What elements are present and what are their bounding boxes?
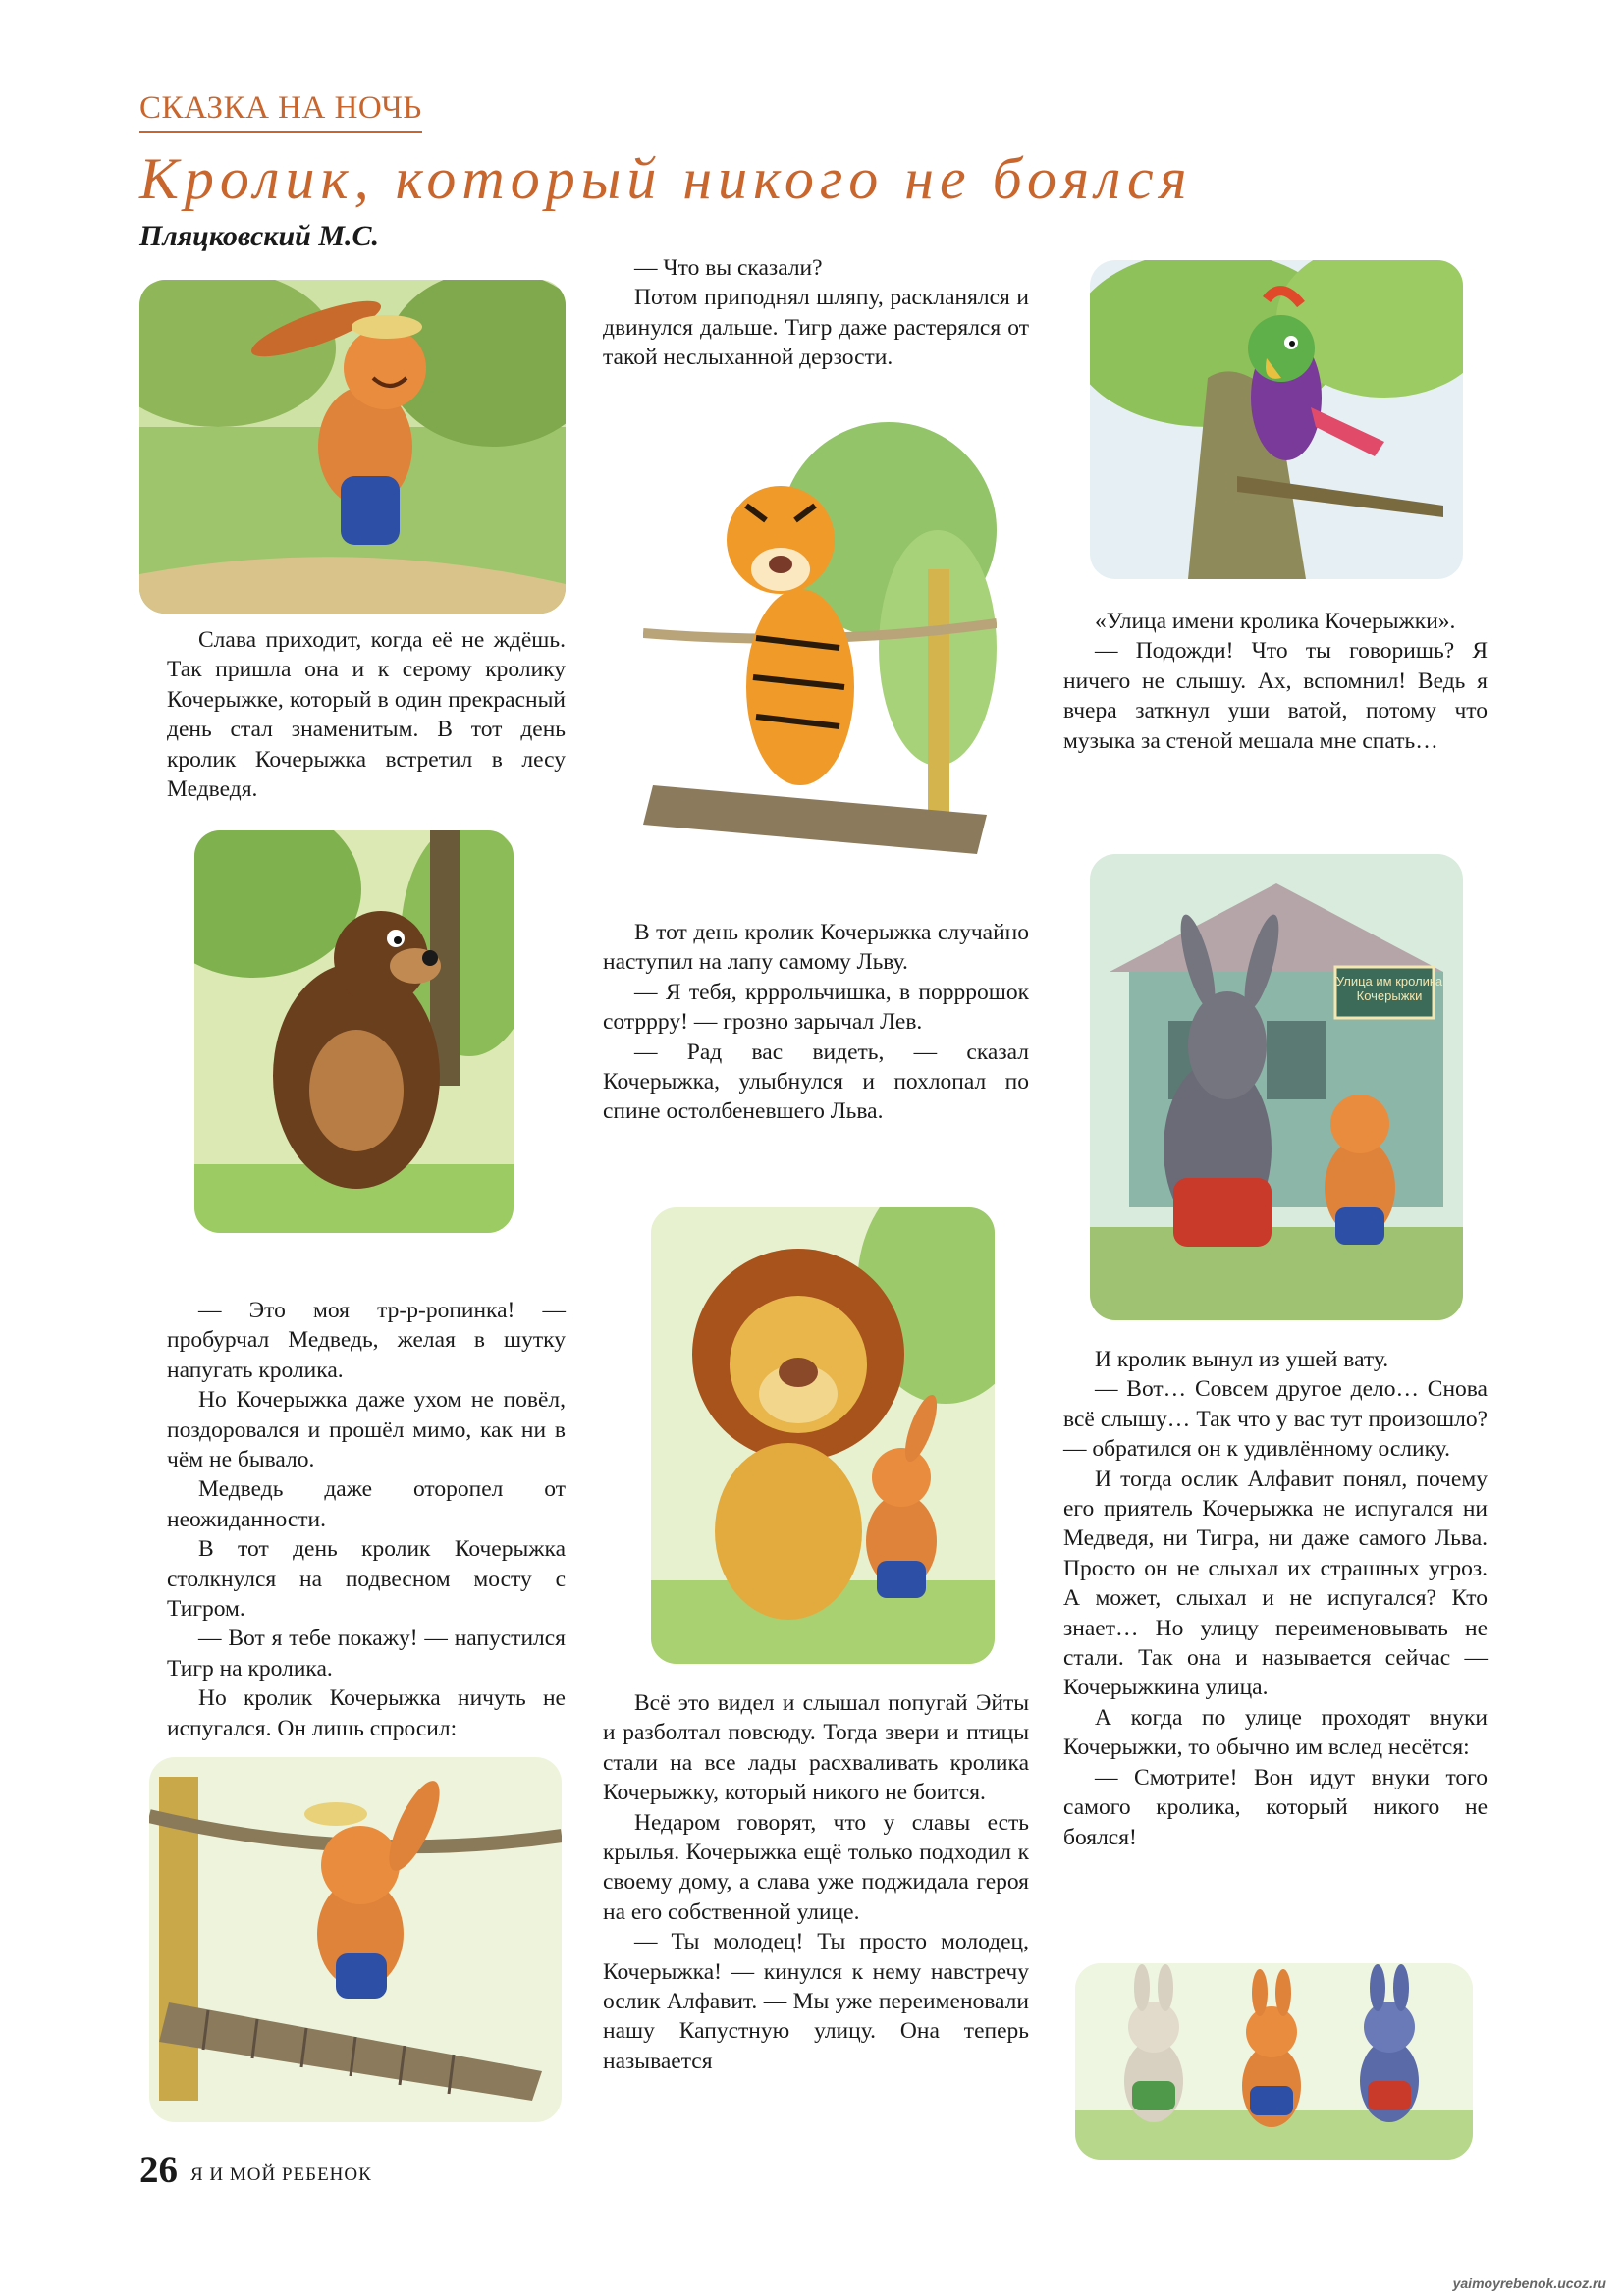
- paragraph: В тот день кролик Кочерыжка столкнулся на подвесном мосту с Тигром.: [167, 1536, 566, 1623]
- paragraph: — Вот… Совсем другое дело… Снова всё слышу… Так что у вас тут произошло? — обратился он к удивлённому ослику.: [1063, 1376, 1488, 1463]
- paragraph: — Ты молодец! Ты просто молодец, Кочерыжка! — кинулся к нему навстречу ослик Алфавит. — Мы уже переименовали нашу Капустную улицу. Она теперь называется: [603, 1929, 1029, 2074]
- section-heading: СКАЗКА НА НОЧЬ: [139, 90, 422, 133]
- rabbit-on-rope-bridge-illustration: [149, 1757, 562, 2122]
- paragraph: И кролик вынул из ушей вату.: [1095, 1347, 1389, 1372]
- text-block: [1063, 1345, 1488, 1852]
- rabbit-walking-illustration: [139, 280, 566, 614]
- text-block: [167, 625, 566, 804]
- paragraph: «Улица имени кролика Кочерыжки».: [1095, 609, 1456, 634]
- bear-illustration: [194, 830, 514, 1233]
- author-name: Пляцковский М.С.: [139, 220, 380, 252]
- paragraph: — Рад вас видеть, — сказал Кочерыжка, улыбнулся и похлопал по спине остолбеневшего Льва.: [603, 1039, 1029, 1125]
- lion-and-rabbit-illustration: [651, 1207, 995, 1664]
- watermark: yaimoyrebenok.ucoz.ru: [1452, 2275, 1606, 2291]
- paragraph: — Я тебя, крррольчишка, в порррошок сотррру! — грозно зарычал Лев.: [603, 979, 1029, 1036]
- text-block: [603, 918, 1029, 1127]
- text-block: [603, 1688, 1029, 2076]
- parrot-in-tree-illustration: [1090, 260, 1463, 579]
- tiger-on-rope-bridge-illustration: [643, 422, 997, 879]
- paragraph: В тот день кролик Кочерыжка случайно наступил на лапу самому Льву.: [603, 920, 1029, 976]
- paragraph: Медведь даже оторопел от неожиданности.: [167, 1476, 566, 1532]
- paragraph: — Вот я тебе покажу! — напустился Тигр на кролика.: [167, 1626, 566, 1682]
- paragraph: — Что вы сказали?: [634, 255, 823, 281]
- magazine-name: Я И МОЙ РЕБЕНОК: [190, 2164, 372, 2185]
- paragraph: — Подожди! Что ты говоришь? Я ничего не слышу. Ах, вспомнил! Ведь я вчера заткнул уши ватой, потому что музыка за стеной мешала мне спать…: [1063, 638, 1488, 754]
- paragraph: — Смотрите! Вон идут внуки того самого кролика, который никого не боялся!: [1063, 1764, 1488, 1850]
- paragraph: А когда по улице проходят внуки Кочерыжки, то обычно им вслед несётся:: [1063, 1704, 1488, 1761]
- paragraph: Недаром говорят, что у славы есть крылья. Кочерыжка ещё только подходил к своему дому, а слава уже поджидала героя на его собственной улице.: [603, 1809, 1029, 1925]
- paragraph: Всё это видел и слышал попугай Эйты и разболтал повсюду. Тогда звери и птицы стали на все лады расхваливать кролика Кочерыжку, который никого не боится.: [603, 1690, 1029, 1806]
- street-sign-text: Улица им кролика Кочерыжки: [1335, 974, 1443, 1003]
- text-block: [167, 1296, 566, 1743]
- text-block: [603, 253, 1029, 373]
- paragraph: Но кролик Кочерыжка ничуть не испугался. Он лишь спросил:: [167, 1685, 566, 1741]
- paragraph: Слава приходит, когда её не ждёшь. Так пришла она и к серому кролику Кочерыжке, который в один прекрасный день стал знаменитым. В тот день кролик Кочерыжка встретил в лесу Медведя.: [167, 627, 566, 803]
- paragraph: Потом приподнял шляпу, раскланялся и двинулся дальше. Тигр даже растерялся от такой неслыханной дерзости.: [603, 285, 1029, 371]
- donkey-and-rabbit-illustration: [1090, 854, 1463, 1320]
- paragraph: — Это моя тр-р-ропинка! — пробурчал Медведь, желая в шутку напугать кролика.: [167, 1298, 566, 1383]
- paragraph: Но Кочерыжка даже ухом не повёл, поздоровался и прошёл мимо, как ни в чём не бывало.: [167, 1387, 566, 1473]
- page-number: 26: [139, 2149, 178, 2191]
- story-title: Кролик, который никого не боялся: [139, 146, 1193, 211]
- paragraph: И тогда ослик Алфавит понял, почему его приятель Кочерыжка не испугался ни Медведя, ни Тигра, ни даже самого Льва. Просто он не слыхал их страшных угроз. А может, слыхал и не испугался? Кто знает… Но улицу переименовывать не стали. Так она и называется сейчас — Кочерыжкина улица.: [1063, 1466, 1488, 1701]
- text-block: [1063, 607, 1488, 756]
- three-rabbits-illustration: [1075, 1963, 1473, 2160]
